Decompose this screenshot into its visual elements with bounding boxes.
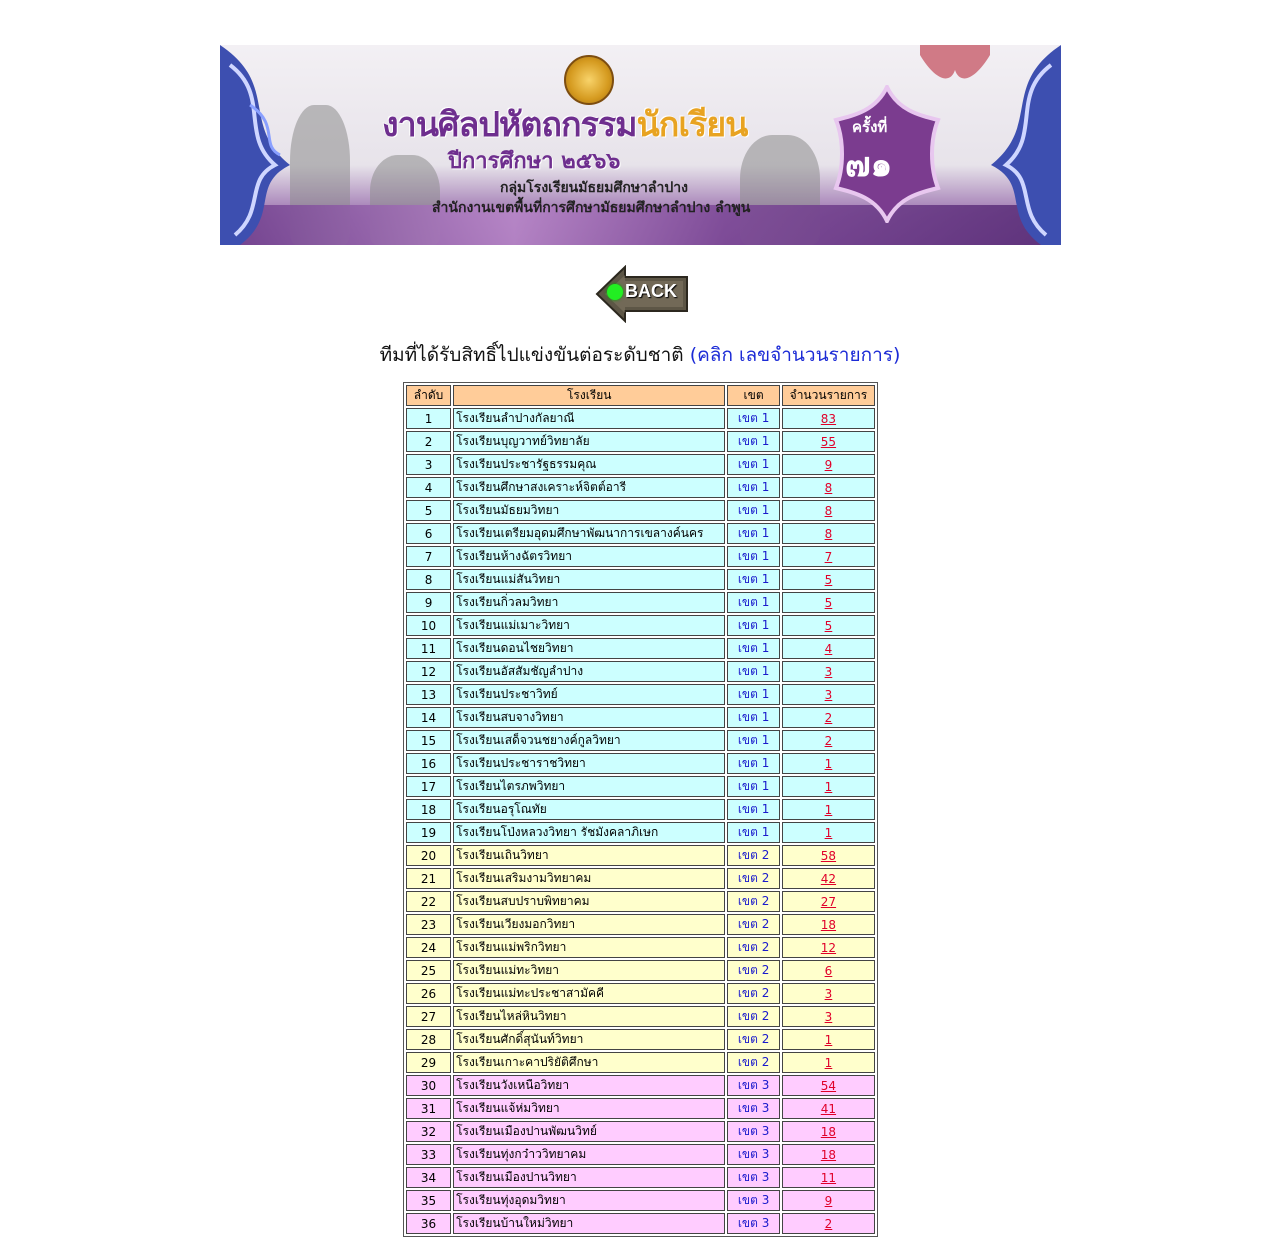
count-cell <box>782 1052 875 1073</box>
header-no: ลำดับ <box>406 385 451 406</box>
count-link[interactable]: 42 <box>820 871 837 886</box>
count-cell <box>782 1029 875 1050</box>
count-cell <box>782 707 875 728</box>
count-cell <box>782 1144 875 1165</box>
page-heading <box>0 340 1280 370</box>
count-link[interactable]: 41 <box>820 1101 837 1116</box>
zone-label: เขต 2 <box>727 1029 780 1050</box>
school-name: โรงเรียนเถินวิทยา <box>453 845 725 866</box>
table-row <box>406 684 875 705</box>
table-row <box>406 914 875 935</box>
school-name: โรงเรียนอัสสัมชัญลำปาง <box>453 661 725 682</box>
zone-label: เขต 1 <box>727 500 780 521</box>
count-link[interactable]: 3 <box>824 1009 833 1024</box>
row-number: 17 <box>406 776 451 797</box>
count-cell <box>782 822 875 843</box>
school-name: โรงเรียนทุ่งกว๋าววิทยาคม <box>453 1144 725 1165</box>
count-cell <box>782 1075 875 1096</box>
row-number: 4 <box>406 477 451 498</box>
row-number: 2 <box>406 431 451 452</box>
count-link[interactable]: 3 <box>824 664 833 679</box>
row-number: 36 <box>406 1213 451 1234</box>
count-cell <box>782 868 875 889</box>
edition-number: ๗๑ <box>845 145 893 185</box>
count-cell <box>782 1213 875 1234</box>
table-row <box>406 546 875 567</box>
school-name: โรงเรียนลำปางกัลยาณี <box>453 408 725 429</box>
count-link[interactable]: 2 <box>824 733 833 748</box>
count-link[interactable]: 9 <box>824 1193 833 1208</box>
zone-label: เขต 2 <box>727 983 780 1004</box>
header-count: จำนวนรายการ <box>782 385 875 406</box>
count-cell <box>782 1190 875 1211</box>
row-number: 21 <box>406 868 451 889</box>
zone-label: เขต 3 <box>727 1213 780 1234</box>
back-label: BACK <box>625 281 677 301</box>
count-link[interactable]: 11 <box>820 1170 837 1185</box>
table-row <box>406 891 875 912</box>
count-cell <box>782 569 875 590</box>
table-row <box>406 615 875 636</box>
count-cell <box>782 477 875 498</box>
zone-label: เขต 1 <box>727 569 780 590</box>
school-name: โรงเรียนประชาวิทย์ <box>453 684 725 705</box>
count-link[interactable]: 8 <box>824 503 833 518</box>
table-row <box>406 592 875 613</box>
row-number: 1 <box>406 408 451 429</box>
zone-label: เขต 1 <box>727 477 780 498</box>
table-row <box>406 845 875 866</box>
count-link[interactable]: 12 <box>820 940 837 955</box>
school-name: โรงเรียนเมืองปานพัฒนวิทย์ <box>453 1121 725 1142</box>
count-link[interactable]: 3 <box>824 986 833 1001</box>
qualified-teams-table <box>403 382 878 1237</box>
table-row <box>406 1144 875 1165</box>
count-link[interactable]: 83 <box>820 411 837 426</box>
zone-label: เขต 1 <box>727 707 780 728</box>
table-row <box>406 937 875 958</box>
count-cell <box>782 1167 875 1188</box>
table-row <box>406 500 875 521</box>
count-link[interactable]: 1 <box>824 1055 833 1070</box>
table-row <box>406 799 875 820</box>
table-row <box>406 1052 875 1073</box>
table-row <box>406 1190 875 1211</box>
table-row <box>406 523 875 544</box>
row-number: 9 <box>406 592 451 613</box>
header-banner <box>220 45 1061 245</box>
school-name: โรงเรียนแม่ทะวิทยา <box>453 960 725 981</box>
zone-label: เขต 1 <box>727 799 780 820</box>
table-row <box>406 569 875 590</box>
count-cell <box>782 753 875 774</box>
row-number: 26 <box>406 983 451 1004</box>
row-number: 29 <box>406 1052 451 1073</box>
row-number: 35 <box>406 1190 451 1211</box>
banner-title: งานศิลปหัตถกรรมนักเรียน <box>382 105 748 145</box>
count-link[interactable]: 58 <box>820 848 837 863</box>
count-cell <box>782 891 875 912</box>
zone-label: เขต 1 <box>727 523 780 544</box>
count-cell <box>782 661 875 682</box>
count-cell <box>782 546 875 567</box>
count-cell <box>782 1006 875 1027</box>
school-name: โรงเรียนกิ่วลมวิทยา <box>453 592 725 613</box>
heading-text: ทีมที่ได้รับสิทธิ์ไปแข่งขันต่อระดับชาติ <box>379 344 684 366</box>
count-link[interactable]: 8 <box>824 480 833 495</box>
count-cell <box>782 523 875 544</box>
table-row <box>406 431 875 452</box>
zone-label: เขต 2 <box>727 960 780 981</box>
zone-label: เขต 3 <box>727 1167 780 1188</box>
count-link[interactable]: 6 <box>824 963 833 978</box>
table-row <box>406 776 875 797</box>
row-number: 30 <box>406 1075 451 1096</box>
school-name: โรงเรียนแม่สันวิทยา <box>453 569 725 590</box>
header-school: โรงเรียน <box>453 385 725 406</box>
school-name: โรงเรียนทุ่งอุดมวิทยา <box>453 1190 725 1211</box>
count-link[interactable]: 1 <box>824 802 833 817</box>
count-cell <box>782 983 875 1004</box>
row-number: 11 <box>406 638 451 659</box>
count-cell <box>782 500 875 521</box>
count-cell <box>782 937 875 958</box>
row-number: 8 <box>406 569 451 590</box>
zone-label: เขต 1 <box>727 753 780 774</box>
edition-label: ครั้งที่ <box>852 118 888 136</box>
school-name: โรงเรียนอรุโณทัย <box>453 799 725 820</box>
count-link[interactable]: 5 <box>824 618 833 633</box>
school-name: โรงเรียนมัธยมวิทยา <box>453 500 725 521</box>
count-cell <box>782 1098 875 1119</box>
header-zone: เขต <box>727 385 780 406</box>
zone-label: เขต 1 <box>727 776 780 797</box>
row-number: 15 <box>406 730 451 751</box>
zone-label: เขต 1 <box>727 546 780 567</box>
table-body <box>406 408 875 1234</box>
table-row <box>406 868 875 889</box>
count-cell <box>782 960 875 981</box>
zone-label: เขต 1 <box>727 431 780 452</box>
table-row <box>406 753 875 774</box>
count-cell <box>782 408 875 429</box>
row-number: 5 <box>406 500 451 521</box>
row-number: 12 <box>406 661 451 682</box>
school-name: โรงเรียนเตรียมอุดมศึกษาพัฒนาการเขลางค์นคร <box>453 523 725 544</box>
row-number: 7 <box>406 546 451 567</box>
row-number: 19 <box>406 822 451 843</box>
school-name: โรงเรียนเสริมงามวิทยาคม <box>453 868 725 889</box>
school-name: โรงเรียนไตรภพวิทยา <box>453 776 725 797</box>
school-name: โรงเรียนประชาราชวิทยา <box>453 753 725 774</box>
row-number: 27 <box>406 1006 451 1027</box>
table-row <box>406 983 875 1004</box>
zone-label: เขต 1 <box>727 822 780 843</box>
row-number: 16 <box>406 753 451 774</box>
row-number: 3 <box>406 454 451 475</box>
table-row <box>406 1098 875 1119</box>
zone-label: เขต 2 <box>727 868 780 889</box>
row-number: 25 <box>406 960 451 981</box>
zone-label: เขต 1 <box>727 615 780 636</box>
zone-label: เขต 2 <box>727 914 780 935</box>
count-link[interactable]: 5 <box>824 595 833 610</box>
table-row <box>406 1121 875 1142</box>
school-name: โรงเรียนไหล่หินวิทยา <box>453 1006 725 1027</box>
green-dot-icon <box>607 284 623 300</box>
count-link[interactable]: 18 <box>820 917 837 932</box>
row-number: 20 <box>406 845 451 866</box>
count-cell <box>782 1121 875 1142</box>
count-link[interactable]: 3 <box>824 687 833 702</box>
school-name: โรงเรียนแม่เมาะวิทยา <box>453 615 725 636</box>
school-name: โรงเรียนแจ้ห่มวิทยา <box>453 1098 725 1119</box>
count-link[interactable]: 55 <box>820 434 837 449</box>
table-row <box>406 730 875 751</box>
count-link[interactable]: 1 <box>824 779 833 794</box>
school-name: โรงเรียนเสด็จวนชยางค์กูลวิทยา <box>453 730 725 751</box>
school-name: โรงเรียนประชารัฐธรรมคุณ <box>453 454 725 475</box>
count-cell <box>782 845 875 866</box>
row-number: 22 <box>406 891 451 912</box>
table-row <box>406 707 875 728</box>
school-name: โรงเรียนดอนไชยวิทยา <box>453 638 725 659</box>
count-link[interactable]: 1 <box>824 1032 833 1047</box>
heading-hint: (คลิก เลขจำนวนรายการ) <box>689 344 901 366</box>
school-name: โรงเรียนบุญวาทย์วิทยาลัย <box>453 431 725 452</box>
zone-label: เขต 3 <box>727 1121 780 1142</box>
count-link[interactable]: 2 <box>824 710 833 725</box>
zone-label: เขต 1 <box>727 408 780 429</box>
count-cell <box>782 638 875 659</box>
zone-label: เขต 1 <box>727 661 780 682</box>
count-cell <box>782 730 875 751</box>
school-name: โรงเรียนแม่ทะประชาสามัคคี <box>453 983 725 1004</box>
table-row <box>406 661 875 682</box>
school-name: โรงเรียนห้างฉัตรวิทยา <box>453 546 725 567</box>
row-number: 13 <box>406 684 451 705</box>
count-cell <box>782 431 875 452</box>
zone-label: เขต 2 <box>727 891 780 912</box>
banner-subtitle: ปีการศึกษา ๒๕๖๖ <box>448 149 621 174</box>
zone-label: เขต 2 <box>727 937 780 958</box>
row-number: 34 <box>406 1167 451 1188</box>
count-link[interactable]: 1 <box>824 756 833 771</box>
zone-label: เขต 3 <box>727 1075 780 1096</box>
row-number: 28 <box>406 1029 451 1050</box>
count-link[interactable]: 54 <box>820 1078 837 1093</box>
table-row <box>406 454 875 475</box>
row-number: 14 <box>406 707 451 728</box>
pink-drape-icon <box>920 45 990 85</box>
count-cell <box>782 615 875 636</box>
thai-ornament-left-icon <box>220 45 315 245</box>
row-number: 6 <box>406 523 451 544</box>
table-row <box>406 960 875 981</box>
row-number: 10 <box>406 615 451 636</box>
count-link[interactable]: 18 <box>820 1124 837 1139</box>
zone-label: เขต 1 <box>727 730 780 751</box>
school-name: โรงเรียนบ้านใหม่วิทยา <box>453 1213 725 1234</box>
school-name: โรงเรียนสบปราบพิทยาคม <box>453 891 725 912</box>
row-number: 32 <box>406 1121 451 1142</box>
school-name: โรงเรียนสบจางวิทยา <box>453 707 725 728</box>
row-number: 24 <box>406 937 451 958</box>
school-name: โรงเรียนเกาะคาปริยัติศึกษา <box>453 1052 725 1073</box>
row-number: 23 <box>406 914 451 935</box>
count-link[interactable]: 2 <box>824 1216 833 1231</box>
count-cell <box>782 454 875 475</box>
table-row <box>406 477 875 498</box>
table-row <box>406 408 875 429</box>
count-link[interactable]: 18 <box>820 1147 837 1162</box>
row-number: 18 <box>406 799 451 820</box>
zone-label: เขต 3 <box>727 1144 780 1165</box>
count-link[interactable]: 5 <box>824 572 833 587</box>
count-link[interactable]: 27 <box>820 894 837 909</box>
row-number: 31 <box>406 1098 451 1119</box>
table-row <box>406 1075 875 1096</box>
count-cell <box>782 592 875 613</box>
row-number: 33 <box>406 1144 451 1165</box>
count-link[interactable]: 1 <box>824 825 833 840</box>
zone-label: เขต 3 <box>727 1190 780 1211</box>
count-cell <box>782 776 875 797</box>
school-name: โรงเรียนวังเหนือวิทยา <box>453 1075 725 1096</box>
school-name: โรงเรียนแม่พริกวิทยา <box>453 937 725 958</box>
zone-label: เขต 1 <box>727 454 780 475</box>
table-row <box>406 638 875 659</box>
table-row <box>406 1006 875 1027</box>
school-name: โรงเรียนศักดิ์สุนันท์วิทยา <box>453 1029 725 1050</box>
zone-label: เขต 2 <box>727 1052 780 1073</box>
count-link[interactable]: 8 <box>824 526 833 541</box>
count-cell <box>782 914 875 935</box>
zone-label: เขต 2 <box>727 1006 780 1027</box>
banner-organizer-line: กลุ่มโรงเรียนมัธยมศึกษาลำปาง <box>500 180 688 196</box>
count-link[interactable]: 9 <box>824 457 833 472</box>
count-link[interactable]: 4 <box>824 641 833 656</box>
table-row <box>406 1167 875 1188</box>
school-name: โรงเรียนเวียงมอกวิทยา <box>453 914 725 935</box>
school-name: โรงเรียนเมืองปานวิทยา <box>453 1167 725 1188</box>
school-name: โรงเรียนศึกษาสงเคราะห์จิตต์อารี <box>453 477 725 498</box>
zone-label: เขต 1 <box>727 638 780 659</box>
school-name: โรงเรียนโป่งหลวงวิทยา รัชมังคลาภิเษก <box>453 822 725 843</box>
table-row <box>406 1213 875 1234</box>
zone-label: เขต 1 <box>727 684 780 705</box>
zone-label: เขต 1 <box>727 592 780 613</box>
count-cell <box>782 684 875 705</box>
table-row <box>406 1029 875 1050</box>
table-row <box>406 822 875 843</box>
back-button[interactable] <box>595 265 689 323</box>
zone-label: เขต 3 <box>727 1098 780 1119</box>
banner-office-line: สำนักงานเขตพื้นที่การศึกษามัธยมศึกษาลำปาง ลำพูน <box>432 200 751 216</box>
zone-label: เขต 2 <box>727 845 780 866</box>
count-cell <box>782 799 875 820</box>
table-header-row <box>406 385 875 406</box>
count-link[interactable]: 7 <box>824 549 833 564</box>
